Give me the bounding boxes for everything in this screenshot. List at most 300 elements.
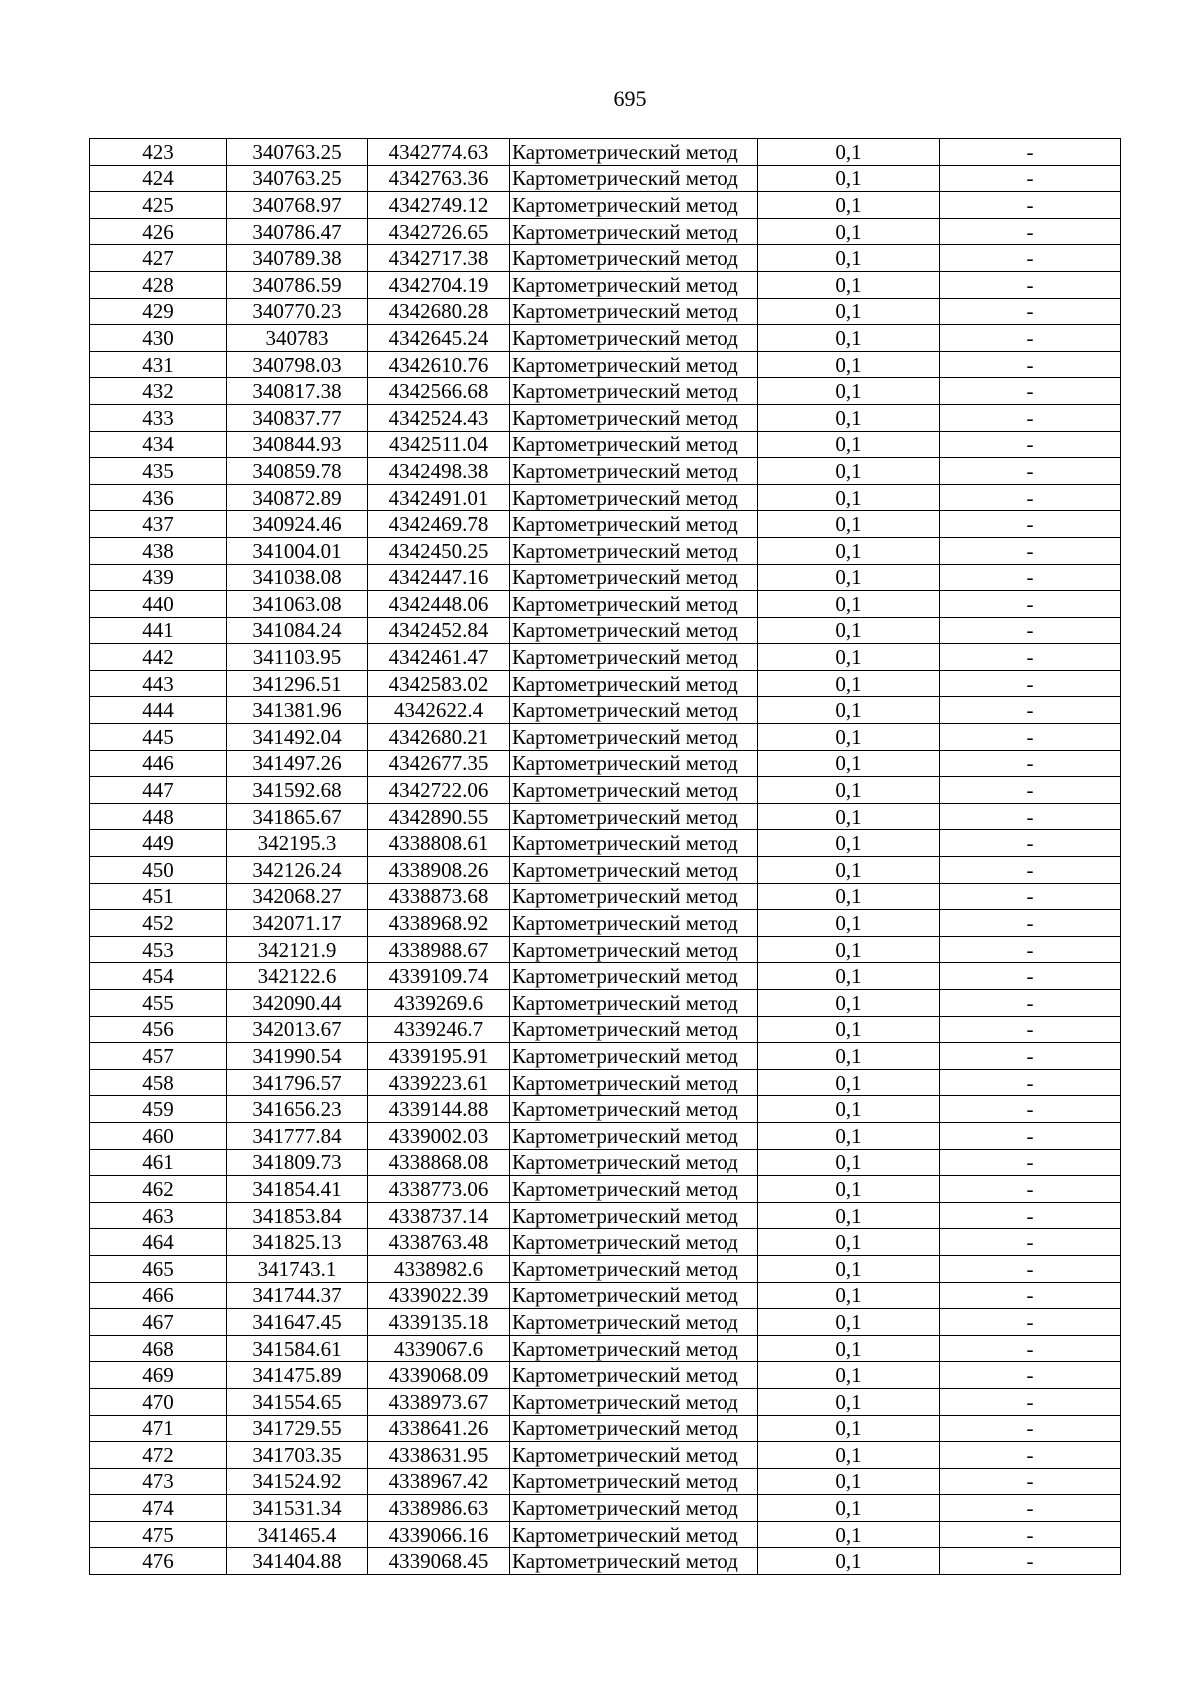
y-coordinate-cell: 4342763.36 — [368, 165, 510, 192]
y-coordinate-cell: 4342566.68 — [368, 378, 510, 405]
table-row — [90, 537, 1121, 564]
point-number-cell: 471 — [90, 1415, 227, 1442]
method-cell: Картометрический метод — [510, 1122, 758, 1149]
y-coordinate-cell: 4342511.04 — [368, 431, 510, 458]
note-cell: - — [940, 1362, 1121, 1389]
accuracy-cell: 0,1 — [758, 1495, 940, 1522]
point-number-cell: 426 — [90, 218, 227, 245]
point-number-cell: 429 — [90, 298, 227, 325]
note-cell: - — [940, 830, 1121, 857]
x-coordinate-cell: 342090.44 — [227, 990, 368, 1017]
accuracy-cell: 0,1 — [758, 271, 940, 298]
y-coordinate-cell: 4338873.68 — [368, 883, 510, 910]
note-cell: - — [940, 1255, 1121, 1282]
table-row — [90, 803, 1121, 830]
x-coordinate-cell: 342195.3 — [227, 830, 368, 857]
table-row — [90, 1548, 1121, 1575]
accuracy-cell: 0,1 — [758, 1149, 940, 1176]
table-row — [90, 298, 1121, 325]
method-cell: Картометрический метод — [510, 1282, 758, 1309]
note-cell: - — [940, 883, 1121, 910]
y-coordinate-cell: 4339002.03 — [368, 1122, 510, 1149]
table-row — [90, 1149, 1121, 1176]
method-cell: Картометрический метод — [510, 378, 758, 405]
y-coordinate-cell: 4338982.6 — [368, 1255, 510, 1282]
note-cell: - — [940, 511, 1121, 538]
method-cell: Картометрический метод — [510, 1069, 758, 1096]
method-cell: Картометрический метод — [510, 298, 758, 325]
method-cell: Картометрический метод — [510, 511, 758, 538]
method-cell: Картометрический метод — [510, 697, 758, 724]
method-cell: Картометрический метод — [510, 1309, 758, 1336]
point-number-cell: 443 — [90, 670, 227, 697]
table-row — [90, 1069, 1121, 1096]
y-coordinate-cell: 4339066.16 — [368, 1521, 510, 1548]
x-coordinate-cell: 341656.23 — [227, 1096, 368, 1123]
note-cell: - — [940, 351, 1121, 378]
point-number-cell: 438 — [90, 537, 227, 564]
accuracy-cell: 0,1 — [758, 803, 940, 830]
x-coordinate-cell: 340770.23 — [227, 298, 368, 325]
x-coordinate-cell: 340763.25 — [227, 165, 368, 192]
x-coordinate-cell: 341475.89 — [227, 1362, 368, 1389]
note-cell: - — [940, 218, 1121, 245]
method-cell: Картометрический метод — [510, 351, 758, 378]
table-row — [90, 1122, 1121, 1149]
x-coordinate-cell: 341809.73 — [227, 1149, 368, 1176]
point-number-cell: 467 — [90, 1309, 227, 1336]
y-coordinate-cell: 4342452.84 — [368, 617, 510, 644]
point-number-cell: 465 — [90, 1255, 227, 1282]
y-coordinate-cell: 4338773.06 — [368, 1176, 510, 1203]
x-coordinate-cell: 340763.25 — [227, 139, 368, 166]
x-coordinate-cell: 341524.92 — [227, 1468, 368, 1495]
note-cell: - — [940, 777, 1121, 804]
method-cell: Картометрический метод — [510, 1043, 758, 1070]
table-row — [90, 1282, 1121, 1309]
x-coordinate-cell: 341865.67 — [227, 803, 368, 830]
y-coordinate-cell: 4338986.63 — [368, 1495, 510, 1522]
note-cell: - — [940, 697, 1121, 724]
note-cell: - — [940, 1282, 1121, 1309]
table-row — [90, 511, 1121, 538]
x-coordinate-cell: 340844.93 — [227, 431, 368, 458]
point-number-cell: 442 — [90, 644, 227, 671]
x-coordinate-cell: 340872.89 — [227, 484, 368, 511]
y-coordinate-cell: 4342447.16 — [368, 564, 510, 591]
method-cell: Картометрический метод — [510, 750, 758, 777]
method-cell: Картометрический метод — [510, 990, 758, 1017]
table-row — [90, 564, 1121, 591]
table-row — [90, 1442, 1121, 1469]
point-number-cell: 455 — [90, 990, 227, 1017]
table-row — [90, 378, 1121, 405]
accuracy-cell: 0,1 — [758, 1521, 940, 1548]
note-cell: - — [940, 1122, 1121, 1149]
point-number-cell: 470 — [90, 1388, 227, 1415]
accuracy-cell: 0,1 — [758, 990, 940, 1017]
note-cell: - — [940, 1043, 1121, 1070]
x-coordinate-cell: 341103.95 — [227, 644, 368, 671]
accuracy-cell: 0,1 — [758, 1415, 940, 1442]
table-row — [90, 697, 1121, 724]
table-row — [90, 1202, 1121, 1229]
accuracy-cell: 0,1 — [758, 1548, 940, 1575]
table-row — [90, 1335, 1121, 1362]
method-cell: Картометрический метод — [510, 777, 758, 804]
table-row — [90, 245, 1121, 272]
point-number-cell: 469 — [90, 1362, 227, 1389]
point-number-cell: 459 — [90, 1096, 227, 1123]
note-cell: - — [940, 484, 1121, 511]
method-cell: Картометрический метод — [510, 1548, 758, 1575]
point-number-cell: 468 — [90, 1335, 227, 1362]
note-cell: - — [940, 1442, 1121, 1469]
note-cell: - — [940, 1149, 1121, 1176]
y-coordinate-cell: 4342450.25 — [368, 537, 510, 564]
x-coordinate-cell: 341584.61 — [227, 1335, 368, 1362]
note-cell: - — [940, 271, 1121, 298]
table-row — [90, 218, 1121, 245]
y-coordinate-cell: 4338808.61 — [368, 830, 510, 857]
y-coordinate-cell: 4342448.06 — [368, 591, 510, 618]
x-coordinate-cell: 341592.68 — [227, 777, 368, 804]
method-cell: Картометрический метод — [510, 1388, 758, 1415]
accuracy-cell: 0,1 — [758, 936, 940, 963]
table-row — [90, 484, 1121, 511]
method-cell: Картометрический метод — [510, 484, 758, 511]
y-coordinate-cell: 4339135.18 — [368, 1309, 510, 1336]
point-number-cell: 427 — [90, 245, 227, 272]
point-number-cell: 424 — [90, 165, 227, 192]
table-row — [90, 617, 1121, 644]
y-coordinate-cell: 4342680.28 — [368, 298, 510, 325]
table-row — [90, 1362, 1121, 1389]
y-coordinate-cell: 4339223.61 — [368, 1069, 510, 1096]
x-coordinate-cell: 342071.17 — [227, 910, 368, 937]
y-coordinate-cell: 4342774.63 — [368, 139, 510, 166]
method-cell: Картометрический метод — [510, 883, 758, 910]
note-cell: - — [940, 378, 1121, 405]
accuracy-cell: 0,1 — [758, 1069, 940, 1096]
method-cell: Картометрический метод — [510, 1468, 758, 1495]
table-row — [90, 165, 1121, 192]
method-cell: Картометрический метод — [510, 1176, 758, 1203]
x-coordinate-cell: 342122.6 — [227, 963, 368, 990]
accuracy-cell: 0,1 — [758, 644, 940, 671]
x-coordinate-cell: 341825.13 — [227, 1229, 368, 1256]
x-coordinate-cell: 341744.37 — [227, 1282, 368, 1309]
method-cell: Картометрический метод — [510, 139, 758, 166]
method-cell: Картометрический метод — [510, 830, 758, 857]
accuracy-cell: 0,1 — [758, 697, 940, 724]
point-number-cell: 461 — [90, 1149, 227, 1176]
table-row — [90, 404, 1121, 431]
accuracy-cell: 0,1 — [758, 1122, 940, 1149]
table-row — [90, 1176, 1121, 1203]
y-coordinate-cell: 4338973.67 — [368, 1388, 510, 1415]
note-cell: - — [940, 1096, 1121, 1123]
note-cell: - — [940, 564, 1121, 591]
accuracy-cell: 0,1 — [758, 910, 940, 937]
point-number-cell: 454 — [90, 963, 227, 990]
accuracy-cell: 0,1 — [758, 617, 940, 644]
x-coordinate-cell: 340786.47 — [227, 218, 368, 245]
x-coordinate-cell: 340789.38 — [227, 245, 368, 272]
x-coordinate-cell: 341729.55 — [227, 1415, 368, 1442]
x-coordinate-cell: 341381.96 — [227, 697, 368, 724]
x-coordinate-cell: 340768.97 — [227, 192, 368, 219]
point-number-cell: 456 — [90, 1016, 227, 1043]
table-row — [90, 325, 1121, 352]
y-coordinate-cell: 4339067.6 — [368, 1335, 510, 1362]
note-cell: - — [940, 963, 1121, 990]
y-coordinate-cell: 4342645.24 — [368, 325, 510, 352]
y-coordinate-cell: 4339022.39 — [368, 1282, 510, 1309]
y-coordinate-cell: 4338968.92 — [368, 910, 510, 937]
point-number-cell: 447 — [90, 777, 227, 804]
note-cell: - — [940, 1202, 1121, 1229]
table-row — [90, 1096, 1121, 1123]
y-coordinate-cell: 4342461.47 — [368, 644, 510, 671]
accuracy-cell: 0,1 — [758, 963, 940, 990]
method-cell: Картометрический метод — [510, 404, 758, 431]
table-row — [90, 830, 1121, 857]
method-cell: Картометрический метод — [510, 1255, 758, 1282]
accuracy-cell: 0,1 — [758, 564, 940, 591]
x-coordinate-cell: 340786.59 — [227, 271, 368, 298]
x-coordinate-cell: 341743.1 — [227, 1255, 368, 1282]
point-number-cell: 450 — [90, 857, 227, 884]
note-cell: - — [940, 537, 1121, 564]
point-number-cell: 457 — [90, 1043, 227, 1070]
point-number-cell: 460 — [90, 1122, 227, 1149]
accuracy-cell: 0,1 — [758, 1362, 940, 1389]
y-coordinate-cell: 4338641.26 — [368, 1415, 510, 1442]
accuracy-cell: 0,1 — [758, 245, 940, 272]
y-coordinate-cell: 4342704.19 — [368, 271, 510, 298]
table-row — [90, 724, 1121, 751]
method-cell: Картометрический метод — [510, 1016, 758, 1043]
note-cell: - — [940, 1521, 1121, 1548]
accuracy-cell: 0,1 — [758, 537, 940, 564]
accuracy-cell: 0,1 — [758, 883, 940, 910]
x-coordinate-cell: 341777.84 — [227, 1122, 368, 1149]
accuracy-cell: 0,1 — [758, 1282, 940, 1309]
y-coordinate-cell: 4339195.91 — [368, 1043, 510, 1070]
accuracy-cell: 0,1 — [758, 1388, 940, 1415]
note-cell: - — [940, 1335, 1121, 1362]
method-cell: Картометрический метод — [510, 1442, 758, 1469]
point-number-cell: 458 — [90, 1069, 227, 1096]
y-coordinate-cell: 4342726.65 — [368, 218, 510, 245]
method-cell: Картометрический метод — [510, 537, 758, 564]
table-row — [90, 591, 1121, 618]
method-cell: Картометрический метод — [510, 1096, 758, 1123]
note-cell: - — [940, 990, 1121, 1017]
accuracy-cell: 0,1 — [758, 351, 940, 378]
note-cell: - — [940, 644, 1121, 671]
method-cell: Картометрический метод — [510, 724, 758, 751]
x-coordinate-cell: 342121.9 — [227, 936, 368, 963]
method-cell: Картометрический метод — [510, 591, 758, 618]
table-row — [90, 990, 1121, 1017]
x-coordinate-cell: 341038.08 — [227, 564, 368, 591]
method-cell: Картометрический метод — [510, 803, 758, 830]
point-number-cell: 448 — [90, 803, 227, 830]
y-coordinate-cell: 4342890.55 — [368, 803, 510, 830]
note-cell: - — [940, 1388, 1121, 1415]
point-number-cell: 444 — [90, 697, 227, 724]
point-number-cell: 430 — [90, 325, 227, 352]
y-coordinate-cell: 4338763.48 — [368, 1229, 510, 1256]
note-cell: - — [940, 857, 1121, 884]
point-number-cell: 463 — [90, 1202, 227, 1229]
accuracy-cell: 0,1 — [758, 298, 940, 325]
point-number-cell: 436 — [90, 484, 227, 511]
table-row — [90, 1016, 1121, 1043]
table-row — [90, 670, 1121, 697]
note-cell: - — [940, 458, 1121, 485]
point-number-cell: 462 — [90, 1176, 227, 1203]
accuracy-cell: 0,1 — [758, 484, 940, 511]
method-cell: Картометрический метод — [510, 1415, 758, 1442]
method-cell: Картометрический метод — [510, 564, 758, 591]
accuracy-cell: 0,1 — [758, 1096, 940, 1123]
x-coordinate-cell: 341084.24 — [227, 617, 368, 644]
note-cell: - — [940, 910, 1121, 937]
method-cell: Картометрический метод — [510, 1495, 758, 1522]
accuracy-cell: 0,1 — [758, 591, 940, 618]
y-coordinate-cell: 4342469.78 — [368, 511, 510, 538]
y-coordinate-cell: 4342524.43 — [368, 404, 510, 431]
accuracy-cell: 0,1 — [758, 1468, 940, 1495]
accuracy-cell: 0,1 — [758, 139, 940, 166]
point-number-cell: 425 — [90, 192, 227, 219]
point-number-cell: 434 — [90, 431, 227, 458]
y-coordinate-cell: 4339246.7 — [368, 1016, 510, 1043]
table-row — [90, 351, 1121, 378]
y-coordinate-cell: 4338967.42 — [368, 1468, 510, 1495]
y-coordinate-cell: 4338737.14 — [368, 1202, 510, 1229]
y-coordinate-cell: 4342749.12 — [368, 192, 510, 219]
table-row — [90, 1255, 1121, 1282]
x-coordinate-cell: 340783 — [227, 325, 368, 352]
table-row — [90, 1309, 1121, 1336]
point-number-cell: 466 — [90, 1282, 227, 1309]
accuracy-cell: 0,1 — [758, 830, 940, 857]
accuracy-cell: 0,1 — [758, 218, 940, 245]
accuracy-cell: 0,1 — [758, 1255, 940, 1282]
x-coordinate-cell: 341853.84 — [227, 1202, 368, 1229]
y-coordinate-cell: 4339269.6 — [368, 990, 510, 1017]
x-coordinate-cell: 341796.57 — [227, 1069, 368, 1096]
point-number-cell: 451 — [90, 883, 227, 910]
accuracy-cell: 0,1 — [758, 670, 940, 697]
method-cell: Картометрический метод — [510, 325, 758, 352]
y-coordinate-cell: 4342622.4 — [368, 697, 510, 724]
point-number-cell: 474 — [90, 1495, 227, 1522]
y-coordinate-cell: 4338868.08 — [368, 1149, 510, 1176]
y-coordinate-cell: 4339144.88 — [368, 1096, 510, 1123]
y-coordinate-cell: 4342680.21 — [368, 724, 510, 751]
x-coordinate-cell: 341063.08 — [227, 591, 368, 618]
note-cell: - — [940, 165, 1121, 192]
x-coordinate-cell: 341296.51 — [227, 670, 368, 697]
x-coordinate-cell: 342126.24 — [227, 857, 368, 884]
table-row — [90, 644, 1121, 671]
method-cell: Картометрический метод — [510, 1149, 758, 1176]
note-cell: - — [940, 1415, 1121, 1442]
table-row — [90, 431, 1121, 458]
method-cell: Картометрический метод — [510, 165, 758, 192]
point-number-cell: 440 — [90, 591, 227, 618]
accuracy-cell: 0,1 — [758, 1176, 940, 1203]
method-cell: Картометрический метод — [510, 458, 758, 485]
method-cell: Картометрический метод — [510, 218, 758, 245]
y-coordinate-cell: 4339068.09 — [368, 1362, 510, 1389]
note-cell: - — [940, 431, 1121, 458]
x-coordinate-cell: 340817.38 — [227, 378, 368, 405]
point-number-cell: 437 — [90, 511, 227, 538]
method-cell: Картометрический метод — [510, 245, 758, 272]
note-cell: - — [940, 1468, 1121, 1495]
point-number-cell: 428 — [90, 271, 227, 298]
x-coordinate-cell: 340924.46 — [227, 511, 368, 538]
x-coordinate-cell: 341854.41 — [227, 1176, 368, 1203]
note-cell: - — [940, 404, 1121, 431]
y-coordinate-cell: 4338631.95 — [368, 1442, 510, 1469]
method-cell: Картометрический метод — [510, 1521, 758, 1548]
note-cell: - — [940, 192, 1121, 219]
method-cell: Картометрический метод — [510, 271, 758, 298]
accuracy-cell: 0,1 — [758, 724, 940, 751]
point-number-cell: 453 — [90, 936, 227, 963]
note-cell: - — [940, 750, 1121, 777]
accuracy-cell: 0,1 — [758, 404, 940, 431]
y-coordinate-cell: 4338908.26 — [368, 857, 510, 884]
x-coordinate-cell: 341497.26 — [227, 750, 368, 777]
note-cell: - — [940, 803, 1121, 830]
table-row — [90, 883, 1121, 910]
accuracy-cell: 0,1 — [758, 1202, 940, 1229]
x-coordinate-cell: 341703.35 — [227, 1442, 368, 1469]
y-coordinate-cell: 4342491.01 — [368, 484, 510, 511]
table-row — [90, 458, 1121, 485]
method-cell: Картометрический метод — [510, 644, 758, 671]
point-number-cell: 472 — [90, 1442, 227, 1469]
note-cell: - — [940, 1548, 1121, 1575]
accuracy-cell: 0,1 — [758, 458, 940, 485]
y-coordinate-cell: 4342610.76 — [368, 351, 510, 378]
note-cell: - — [940, 245, 1121, 272]
page-number: 695 — [613, 86, 647, 111]
method-cell: Картометрический метод — [510, 936, 758, 963]
point-number-cell: 473 — [90, 1468, 227, 1495]
note-cell: - — [940, 591, 1121, 618]
point-number-cell: 432 — [90, 378, 227, 405]
point-number-cell: 433 — [90, 404, 227, 431]
table-row — [90, 1468, 1121, 1495]
note-cell: - — [940, 936, 1121, 963]
point-number-cell: 423 — [90, 139, 227, 166]
point-number-cell: 435 — [90, 458, 227, 485]
accuracy-cell: 0,1 — [758, 777, 940, 804]
y-coordinate-cell: 4339068.45 — [368, 1548, 510, 1575]
x-coordinate-cell: 341990.54 — [227, 1043, 368, 1070]
method-cell: Картометрический метод — [510, 617, 758, 644]
method-cell: Картометрический метод — [510, 910, 758, 937]
